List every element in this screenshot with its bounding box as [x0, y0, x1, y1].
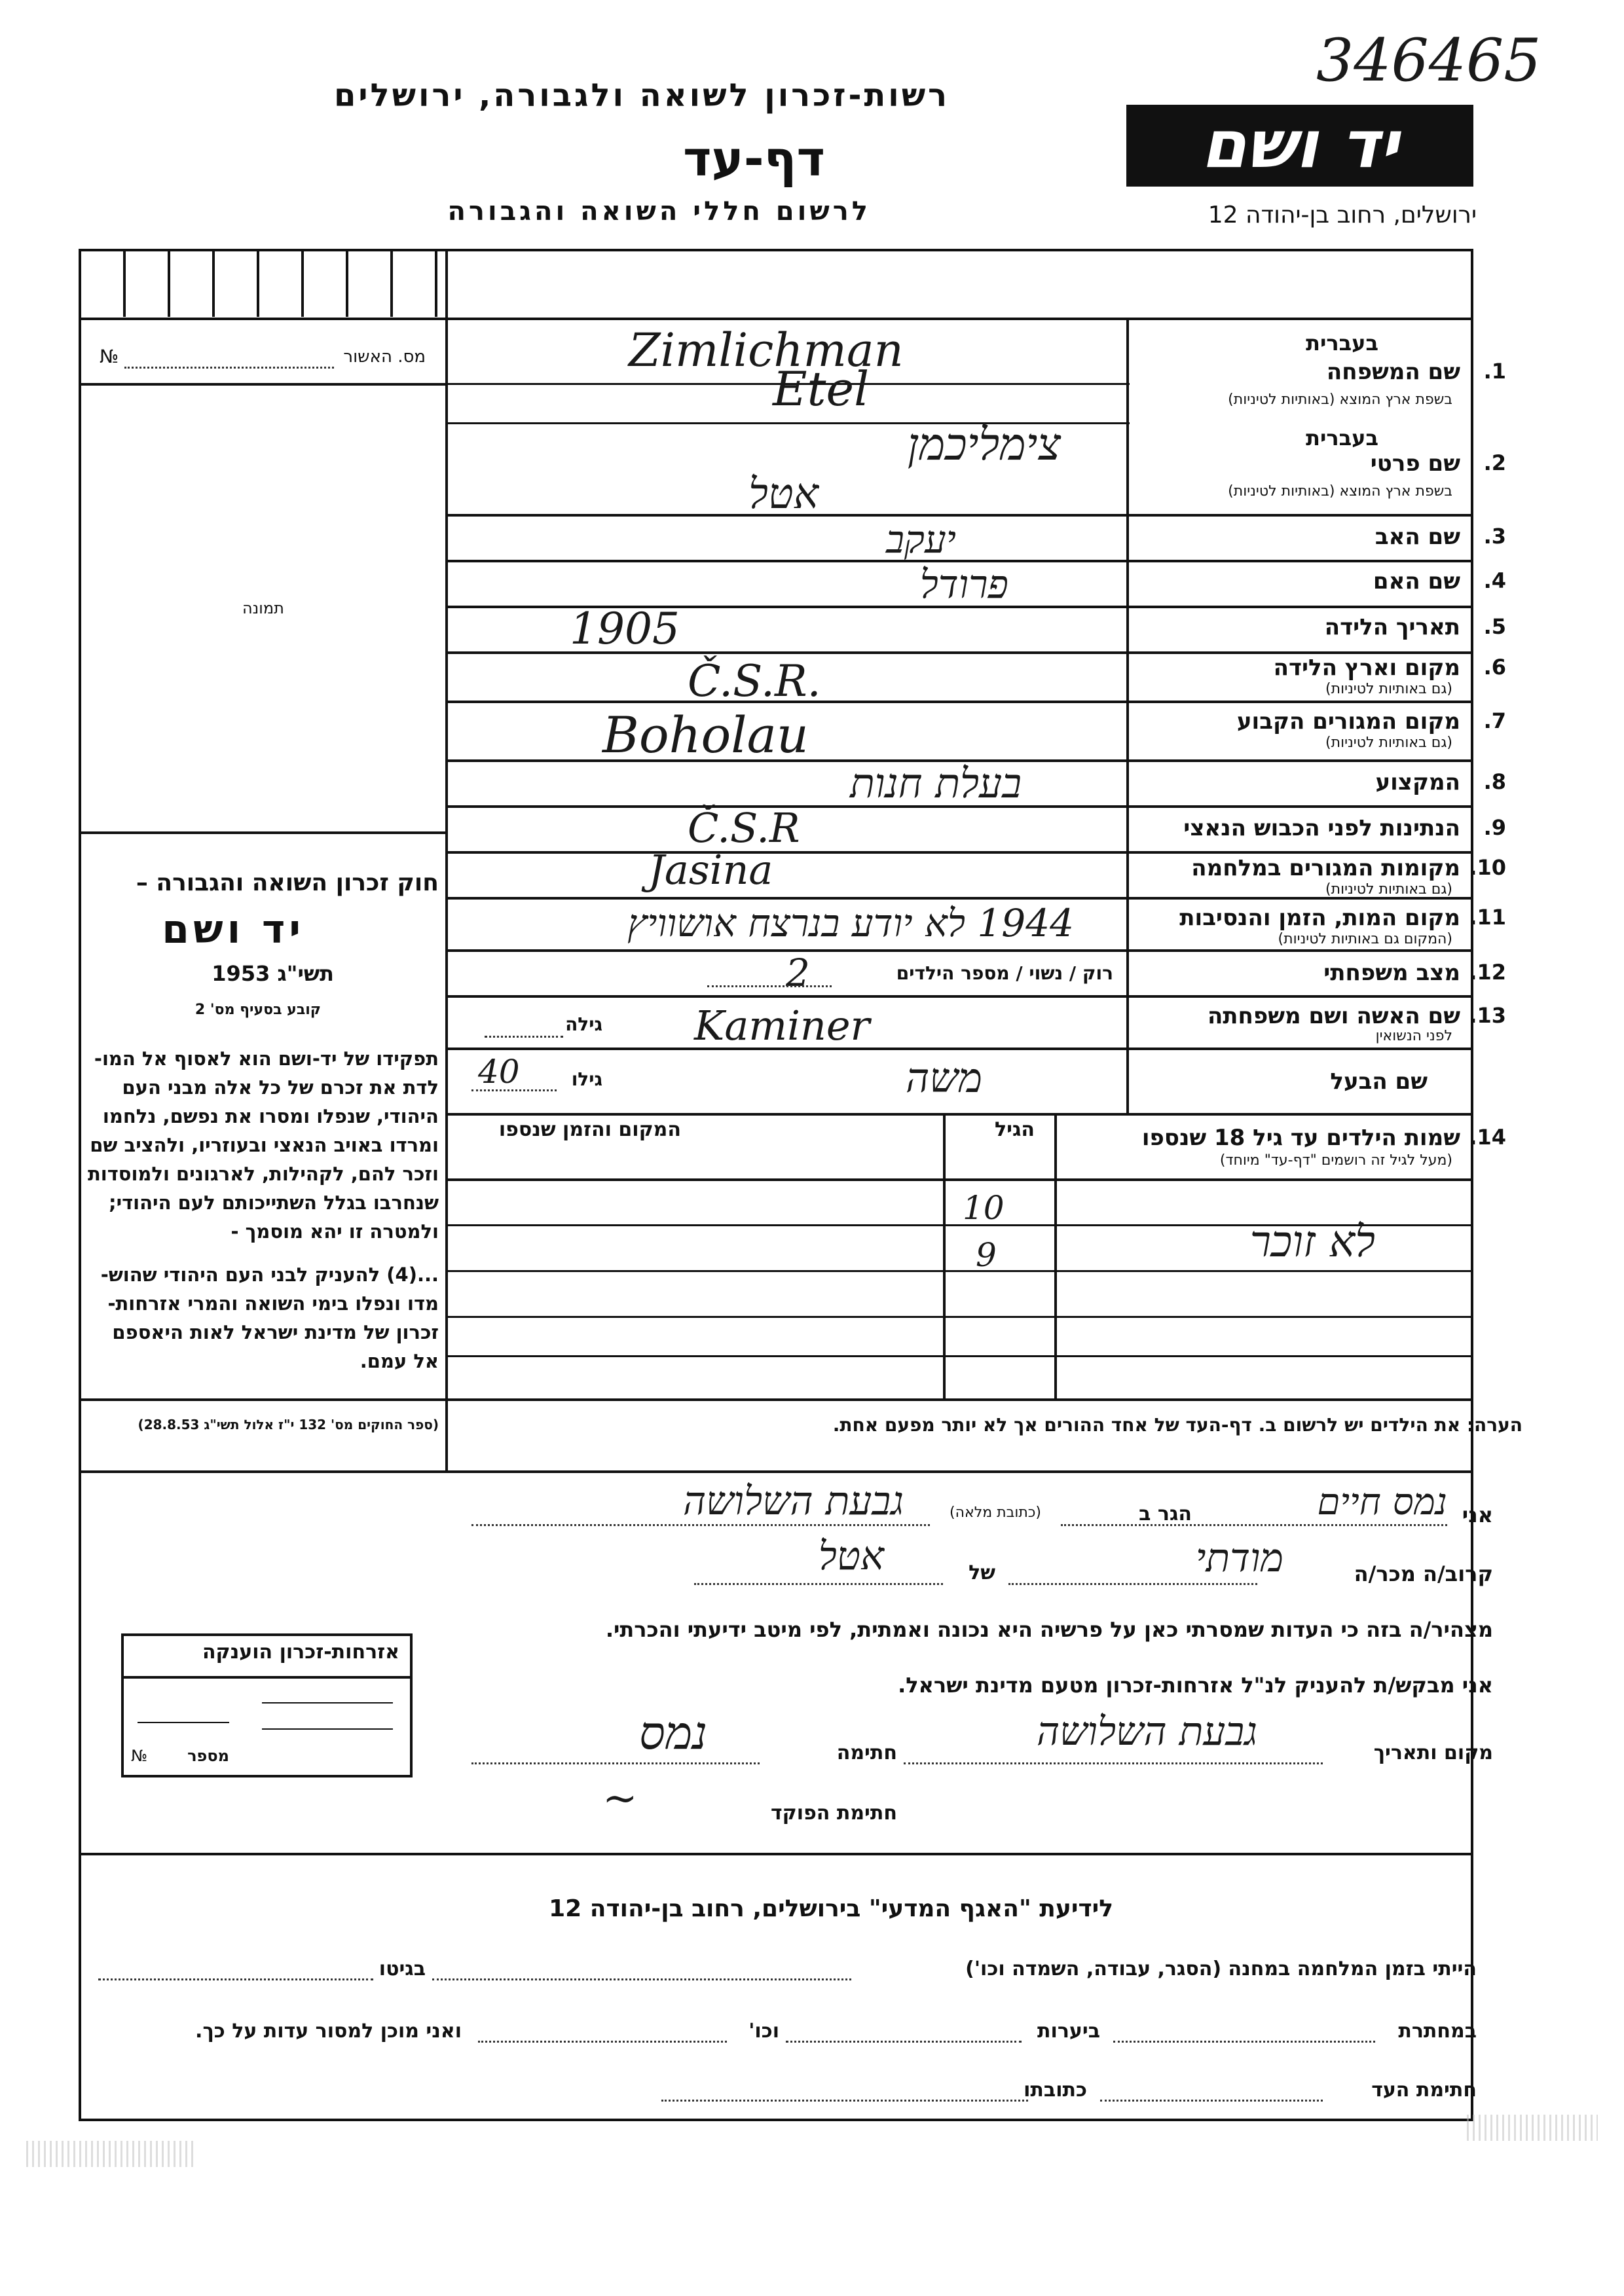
- field-1-sub: בשפת ארץ המוצא (באותיות לטיניות): [1228, 392, 1452, 408]
- field-8-label: המקצוע: [1375, 769, 1460, 795]
- field-6-label: מקום וארץ הלידה: [1273, 655, 1460, 681]
- citizenship-number-label: מספר: [187, 1747, 229, 1765]
- field-11-sub: (המקום גם באותיות לטיניות): [1278, 931, 1452, 947]
- field-6-sub: (גם באותיות לטיניות): [1325, 681, 1452, 697]
- law-text-line: ...(4) להעניק לבני העם היהודי שהוש-: [100, 1264, 439, 1286]
- law-text-line: ומרדו באויב הנאצי ובעוזריו, ולהציב שם: [90, 1134, 439, 1156]
- field-10-sub: (גם באותיות לטיניות): [1325, 881, 1452, 898]
- field-2-label: שם פרטי: [1370, 450, 1460, 477]
- field-11-number: 11.: [1469, 905, 1506, 930]
- field-2-hebrew: אטל: [748, 470, 819, 519]
- scan-noise: [1467, 2115, 1598, 2141]
- child-age: 9: [976, 1236, 997, 1274]
- law-text-line: שנחרבו בגלל השתייכותם לעם היהודי;: [108, 1192, 439, 1214]
- field-7-value: Boholau: [602, 706, 809, 764]
- decl-of-label: של: [969, 1561, 995, 1584]
- field-5-label: תאריך הלידה: [1324, 614, 1460, 640]
- field-12-number: 12.: [1469, 960, 1506, 985]
- field-11-value: 1944 לא יודע בנרצח אושוויץ: [627, 901, 1074, 945]
- decl-signature-label: חתימה: [836, 1741, 897, 1764]
- bottom-line1-b: בגיטו: [378, 1958, 426, 1980]
- decl-signature-value: נמס: [638, 1706, 707, 1760]
- field-8-number: 8.: [1483, 769, 1506, 794]
- field-1-sub-top: בעברית: [1306, 331, 1378, 355]
- child-age: 10: [963, 1189, 1005, 1227]
- law-reference: (ספר החוקים מס' 132 י"ז אלול תשי"ג 28.8.53): [138, 1417, 439, 1432]
- field-8-value: בעלת חנות: [849, 759, 1022, 807]
- archive-number: 346465: [1316, 26, 1541, 95]
- bottom-line3-b: כתובתו: [1024, 2079, 1087, 2102]
- form-subtitle: לרשום חללי השואה והגבורה: [447, 196, 871, 227]
- bottom-line2-a: במחתרת: [1398, 2020, 1477, 2043]
- field-9-number: 9.: [1483, 815, 1506, 840]
- field-13-value: Kaminer: [694, 1002, 870, 1049]
- field-12-label: מצב משפחתי: [1323, 960, 1460, 986]
- field-3-label: שם האב: [1375, 524, 1460, 550]
- field-6-value: Č.S.R.: [688, 656, 821, 706]
- field-10-value: Jasina: [648, 846, 773, 894]
- field-1-hebrew: צימליכמן: [907, 419, 1061, 471]
- decl-place-date-value: גבעת השלושה: [1036, 1709, 1257, 1755]
- field-2-sub-top: בעברית: [1306, 426, 1378, 450]
- field-4-value: פרודל: [919, 562, 1008, 608]
- law-text-line: וזכר להם, לקהילות, לארגונים ולמוסדות: [87, 1163, 439, 1185]
- law-text-line: תפקידו של יד-ושם הוא לאסוף אל המו-: [94, 1048, 439, 1070]
- field-10-label: מקומות המגורים במלחמה: [1191, 855, 1460, 881]
- note-text: הערה: את הילדים יש לרשום ב. דף-העד של אחד ההורים אך לא יותר מפעם אחת.: [832, 1414, 1522, 1436]
- decl-relation: מודתי: [1195, 1535, 1283, 1581]
- field-13-sub: לפני הנשואין: [1375, 1028, 1452, 1044]
- law-text-line: מדו ונפלו בימי השואה והמרי אזרחות-: [107, 1292, 439, 1315]
- field-11-label: מקום המות, הזמן והנסיבות: [1179, 905, 1460, 931]
- bottom-line2-d: ואני מוכן למסור עדות על כך.: [195, 2020, 462, 2043]
- field-2-sub: בשפת ארץ המוצא (באותיות לטיניות): [1228, 483, 1452, 500]
- field-12-status-options: רוק / נשוי / מספר הילדים: [896, 962, 1113, 984]
- logo-text: יד ושם: [1201, 106, 1399, 183]
- law-clause: קובע בסעיף מס' 2: [194, 1002, 321, 1018]
- field-10-number: 10.: [1469, 855, 1506, 880]
- law-text: [69, 1044, 439, 1376]
- husband-age-value: 40: [478, 1053, 520, 1091]
- bottom-line1-a: הייתי בזמן המלחמה במחנה (הסגר, עבודה, השמדה וכו'): [965, 1958, 1477, 1980]
- field-12-value: 2: [786, 951, 810, 995]
- law-year: תשי"ג 1953: [212, 961, 334, 986]
- field-7-label: מקום המגורים הקבוע: [1236, 708, 1460, 735]
- bottom-line2-c: וכו': [748, 2020, 779, 2043]
- bottom-line3-a: חתימת העד: [1371, 2079, 1477, 2102]
- law-text-line: היהודי, שנפלו ומסרו את נפשם, נלחמו: [102, 1105, 439, 1127]
- field-3-number: 3.: [1483, 524, 1506, 549]
- decl-statement: מצהיר/ה בזה כי העדות שמסרתי כאן על פרשיה היא נכונה ואמתית, לפי מיטב ידיעתי והכרתי.: [605, 1617, 1493, 1642]
- law-title: חוק זכרון השואה והגבורה –: [136, 869, 439, 896]
- husband-label: שם הבעל: [1330, 1068, 1428, 1095]
- field-7-number: 7.: [1483, 708, 1506, 733]
- citizenship-box-title: אזרחות-זכרון הוענקה: [202, 1641, 399, 1664]
- field-7-sub: (גם באותיות לטיניות): [1325, 735, 1452, 751]
- approval-no-sign: №: [100, 346, 119, 367]
- field-2-number: 2.: [1483, 450, 1506, 475]
- law-text-line: לדת את זכרם של כל אלה מבני העם: [122, 1076, 439, 1099]
- field-3-value: יעקב: [885, 517, 956, 562]
- decl-relative-label: קרוב/ה מכר/ה: [1354, 1561, 1493, 1586]
- field-2-latin: Etel: [773, 361, 870, 416]
- approval-boxes: [81, 251, 445, 317]
- decl-officer-label: חתימת הפוקד: [771, 1802, 897, 1825]
- field-4-label: שם האם: [1373, 568, 1460, 594]
- decl-relative-of: אטל: [818, 1533, 884, 1579]
- decl-i-label: אני: [1462, 1503, 1493, 1527]
- authority-line: רשות-זכרון לשואה ולגבורה, ירושלים: [333, 77, 950, 114]
- field-5-number: 5.: [1483, 614, 1506, 639]
- field-1-number: 1.: [1483, 359, 1506, 384]
- law-name: יד ושם: [162, 907, 304, 953]
- approval-label: מס. האשור: [343, 347, 426, 367]
- law-text-line: ולמטרה זו יהא מוסמך -: [231, 1220, 439, 1243]
- form-title: דף-עד: [683, 131, 825, 187]
- bottom-title: לידיעת "האגף המדעי" בירושלים, רחוב בן-יהודה 12: [549, 1895, 1113, 1922]
- husband-value: משה: [906, 1054, 982, 1102]
- field-1-latin: Zimlichman: [629, 323, 904, 377]
- field-5-value: 1905: [570, 604, 680, 654]
- decl-full-address: (כתובת מלאה): [950, 1504, 1041, 1521]
- children-label: שמות הילדים עד גיל 18 שנספו: [1141, 1125, 1460, 1151]
- decl-place-date-label: מקום ותאריך: [1373, 1741, 1493, 1764]
- field-6-number: 6.: [1483, 655, 1506, 680]
- child-name: לא זוכר: [1249, 1216, 1375, 1267]
- field-1-label: שם המשפחה: [1326, 359, 1460, 385]
- officer-signature-mark: ~: [602, 1774, 638, 1823]
- decl-request: אני מבקש/ת להעניק לנ"ל אזרחות-זכרון מטעם מדינת ישראל.: [898, 1673, 1493, 1698]
- decl-witness-name: נמס חיים: [1317, 1481, 1447, 1523]
- field-13-number: 13.: [1469, 1003, 1506, 1028]
- photo-label: תמונה: [242, 599, 284, 617]
- citizenship-no-sign: №: [131, 1747, 147, 1765]
- decl-resides-label: הגר ב: [1139, 1503, 1192, 1525]
- law-text-line: אל עמם.: [360, 1350, 439, 1372]
- field-13-label: שם האשה ושם משפחתה: [1207, 1003, 1460, 1029]
- field-4-number: 4.: [1483, 568, 1506, 593]
- scan-noise: [26, 2141, 196, 2167]
- husband-age-label: גילו: [571, 1068, 602, 1090]
- decl-witness-address: גבעת השלושה: [682, 1478, 904, 1524]
- bottom-line2-b: ביערות: [1037, 2020, 1100, 2043]
- field-13-age-label: גילה: [565, 1013, 602, 1035]
- children-col-age: הגיל: [995, 1118, 1035, 1141]
- header-address: ירושלים, רחוב בן-יהודה 12: [1208, 202, 1477, 228]
- field-9-label: הנתינות לפני הכבוש הנאצי: [1183, 815, 1460, 841]
- children-col-place: המקום והזמן שנספו: [498, 1118, 681, 1141]
- law-text-line: זכרון של מדינת ישראל לאות היאספם: [112, 1321, 439, 1343]
- field-9-value: Č.S.R: [688, 804, 800, 852]
- children-sub: (מעל לגיל זה רושמים "דף-עד" מיוחד): [1219, 1152, 1452, 1169]
- children-number: 14.: [1469, 1125, 1506, 1150]
